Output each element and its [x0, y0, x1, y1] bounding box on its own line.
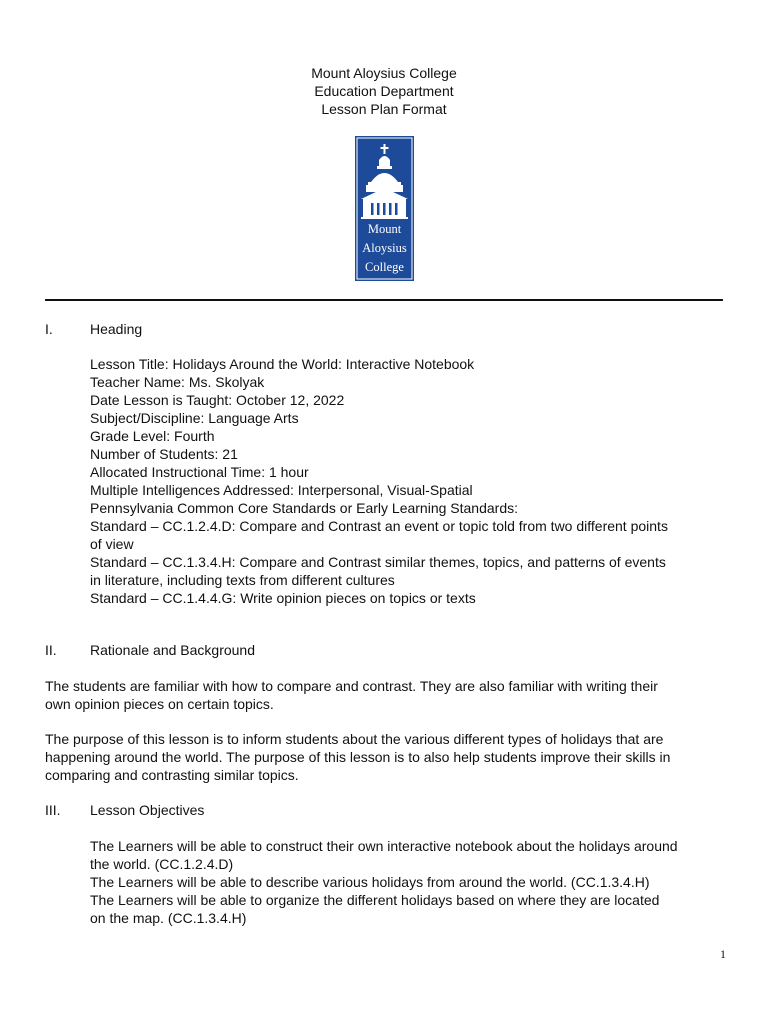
paragraph-line: own opinion pieces on certain topics. [45, 696, 274, 712]
section-2-title: Rationale and Background [90, 642, 256, 658]
lesson-title-line: Lesson Title: Holidays Around the World: Interactive Notebook [90, 356, 475, 372]
objective-line: on the map. (CC.1.3.4.H) [90, 910, 247, 926]
paragraph-line: The purpose of this lesson is to inform students about the various different types of holidays that are [45, 731, 664, 747]
logo-text-line-2: Aloysius [362, 241, 407, 255]
department-name: Education Department [314, 83, 454, 99]
objective-line: The Learners will be able to describe various holidays from around the world. (CC.1.3.4.H) [90, 874, 650, 890]
student-count-line: Number of Students: 21 [90, 446, 238, 462]
section-1-title: Heading [90, 321, 143, 337]
rationale-paragraph [45, 730, 735, 784]
instructional-time-line: Allocated Instructional Time: 1 hour [90, 464, 309, 480]
standard-line: Standard – CC.1.4.4.G: Write opinion pieces on topics or texts [90, 590, 476, 606]
section-3-numeral: III. [45, 802, 61, 818]
paragraph-line: comparing and contrasting similar topics. [45, 767, 299, 783]
horizontal-divider [45, 299, 723, 301]
grade-level-line: Grade Level: Fourth [90, 428, 215, 444]
standards-heading-line: Pennsylvania Common Core Standards or Early Learning Standards: [90, 500, 519, 516]
section-2-numeral: II. [45, 642, 57, 658]
institution-name: Mount Aloysius College [311, 65, 457, 81]
logo-text-line-1: Mount [367, 222, 402, 236]
standard-line: of view [90, 536, 134, 552]
paragraph-line: The students are familiar with how to compare and contrast. They are also familiar with writing their [45, 678, 658, 694]
heading-details [90, 355, 730, 607]
lesson-date-line: Date Lesson is Taught: October 12, 2022 [90, 392, 345, 408]
logo-text-line-3: College [365, 260, 404, 274]
objective-line: the world. (CC.1.2.4.D) [90, 856, 234, 872]
intelligences-line: Multiple Intelligences Addressed: Interpersonal, Visual-Spatial [90, 482, 473, 498]
teacher-name-line: Teacher Name: Ms. Skolyak [90, 374, 265, 390]
subject-line: Subject/Discipline: Language Arts [90, 410, 299, 426]
section-3-title: Lesson Objectives [90, 802, 205, 818]
college-logo [355, 136, 414, 281]
standard-line: in literature, including texts from different cultures [90, 572, 395, 588]
page-number: 1 [720, 947, 726, 961]
standard-line: Standard – CC.1.3.4.H: Compare and Contrast similar themes, topics, and patterns of events [90, 554, 666, 570]
paragraph-line: happening around the world. The purpose of this lesson is to also help students improve their skills in [45, 749, 671, 765]
document-title: Lesson Plan Format [321, 101, 447, 117]
rationale-paragraph [45, 677, 735, 713]
objectives-list [90, 837, 730, 927]
section-1-numeral: I. [45, 321, 53, 337]
objective-line: The Learners will be able to construct their own interactive notebook about the holidays around [90, 838, 678, 854]
document-header [0, 64, 768, 118]
standard-line: Standard – CC.1.2.4.D: Compare and Contrast an event or topic told from two different points [90, 518, 668, 534]
objective-line: The Learners will be able to organize the different holidays based on where they are located [90, 892, 660, 908]
